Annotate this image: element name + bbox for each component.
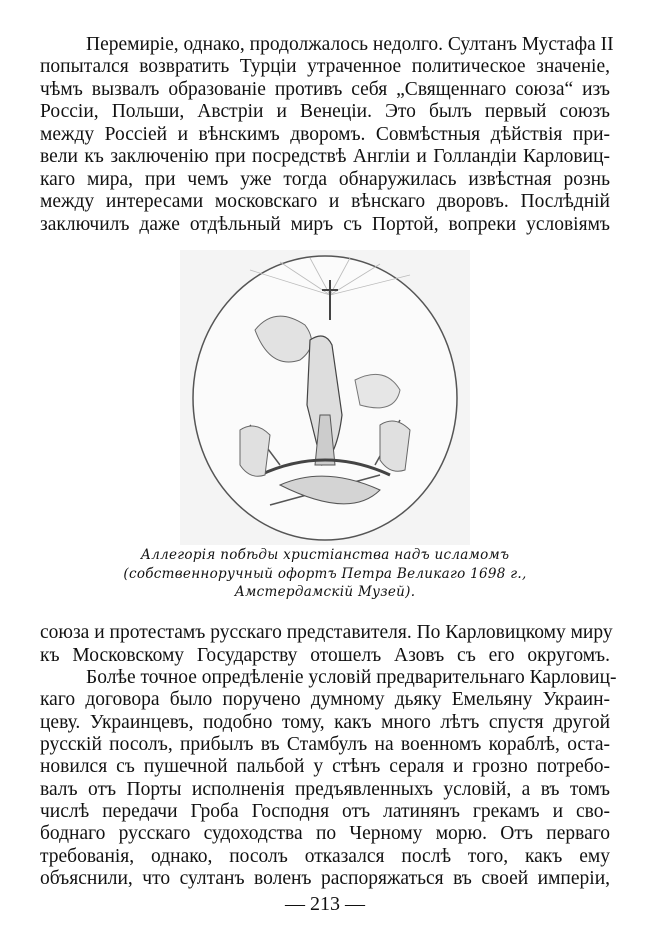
text-line: вели къ заключенію при посредствѣ Англіи и Голландіи Карловиц- bbox=[40, 146, 610, 167]
text-line: цеву. Украинцевъ, подобно тому, какъ много лѣтъ спустя другой bbox=[40, 712, 610, 733]
text-line: чѣмъ вызвалъ образованіе противъ себя „Священнаго союза“ изъ bbox=[40, 79, 610, 100]
text-line: союза и протестамъ русскаго представителя. По Карловицкому миру bbox=[40, 622, 613, 643]
text-line: каго мира, при чемъ уже тогда обнаружилась извѣстная рознь bbox=[40, 169, 610, 190]
text-line: къ Московскому Государству отошелъ Азовъ съ его округомъ. bbox=[40, 645, 610, 666]
text-line: требованія, однако, посолъ отказался послѣ того, какъ ему bbox=[40, 846, 610, 867]
page-number: — 213 — bbox=[285, 893, 365, 915]
text-line: между Россіей и вѣнскимъ дворомъ. Совмѣстныя дѣйствія при- bbox=[40, 124, 610, 145]
text-line: Россіи, Польши, Австріи и Венеціи. Это былъ первый союзъ bbox=[40, 101, 610, 122]
text-line: каго договора было поручено думному дьяку Емельяну Украин- bbox=[40, 689, 610, 710]
text-line: Болѣе точное опредѣленіе условій предварительнаго Карловиц- bbox=[86, 667, 617, 688]
figure-caption-title: Аллегорія побѣды христіанства надъ исламомъ bbox=[140, 547, 510, 563]
figure-caption-museum: Амстердамскій Музей). bbox=[234, 584, 416, 600]
text-line: между интересами московскаго и вѣнскаго дворовъ. Послѣдній bbox=[40, 191, 610, 212]
text-line: боднаго русскаго судоходства по Черному морю. Отъ перваго bbox=[40, 823, 610, 844]
text-line: новился съ пушечной пальбой у стѣнъ сераля и грозно потребо- bbox=[40, 756, 610, 777]
text-line: русскій посолъ, прибылъ въ Стамбулъ на военномъ кораблѣ, оста- bbox=[40, 734, 610, 755]
etching-illustration bbox=[180, 250, 470, 545]
figure-caption-source: (собственноручный офортъ Петра Великаго 1698 г., bbox=[123, 566, 527, 582]
text-line: заключилъ даже отдѣльный миръ съ Портой, вопреки условіямъ bbox=[40, 214, 610, 235]
text-line: объяснили, что султанъ воленъ распоряжаться въ своей имперіи, bbox=[40, 868, 610, 889]
text-line: Перемиріе, однако, продолжалось недолго. Султанъ Мустафа II bbox=[86, 34, 614, 55]
text-line: попытался возвратить Турціи утраченное политическое значеніе, bbox=[40, 56, 610, 77]
text-line: числѣ передачи Гроба Господня отъ латинянъ грекамъ и сво- bbox=[40, 801, 610, 822]
text-line: валъ отъ Порты исполненія предъявленныхъ условій, а въ томъ bbox=[40, 779, 610, 800]
